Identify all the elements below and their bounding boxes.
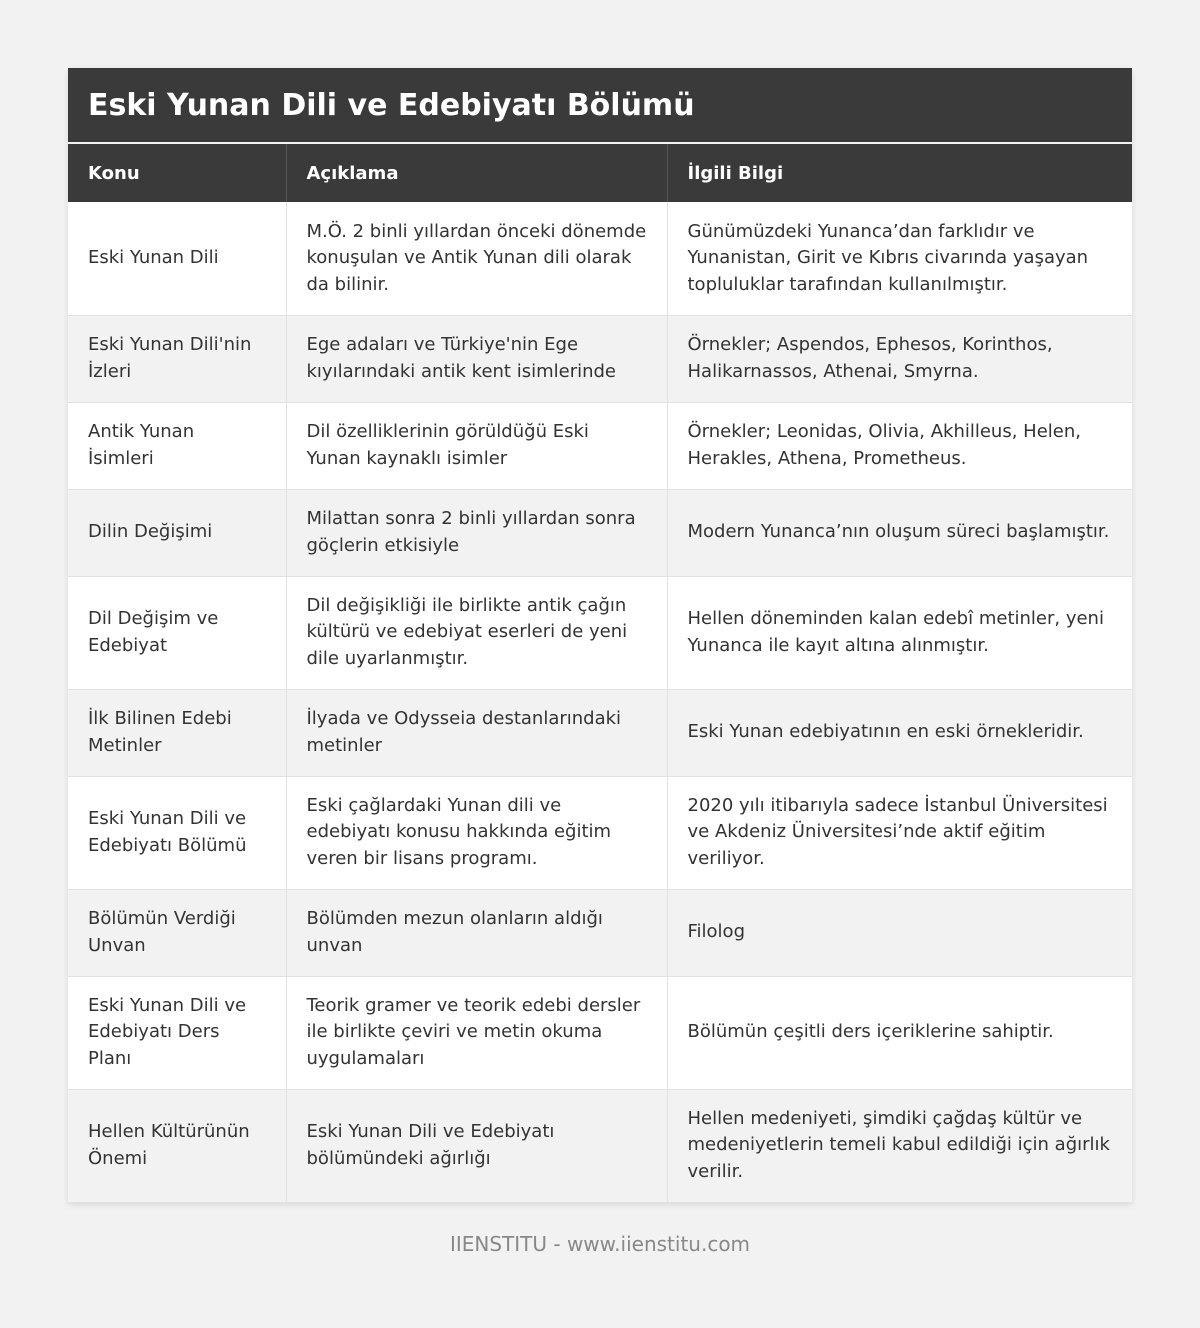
- cell-bilgi: Hellen medeniyeti, şimdiki çağdaş kültür ve medeniyetlerin temeli kabul edildiği için ağırlık verilir.: [667, 1089, 1132, 1202]
- table-card: [68, 68, 1132, 1203]
- table-row: [68, 889, 1132, 976]
- cell-konu: İlk Bilinen Edebi Metinler: [68, 689, 286, 776]
- footer-credit: IIENSTITU - www.iienstitu.com: [449, 1232, 751, 1256]
- cell-aciklama: Ege adaları ve Türkiye'nin Ege kıyılarındaki antik kent isimlerinde: [286, 315, 667, 402]
- table-row: [68, 402, 1132, 489]
- table-row: [68, 776, 1132, 889]
- cell-bilgi: 2020 yılı itibarıyla sadece İstanbul Üniversitesi ve Akdeniz Üniversitesi’nde aktif eğitim veriliyor.: [667, 776, 1132, 889]
- cell-aciklama: Bölümden mezun olanların aldığı unvan: [286, 889, 667, 976]
- cell-aciklama: Dil özelliklerinin görüldüğü Eski Yunan kaynaklı isimler: [286, 402, 667, 489]
- table-row: [68, 576, 1132, 689]
- table-row: [68, 976, 1132, 1089]
- table-row: [68, 315, 1132, 402]
- cell-bilgi: Bölümün çeşitli ders içeriklerine sahiptir.: [667, 976, 1132, 1089]
- cell-bilgi: Örnekler; Leonidas, Olivia, Akhilleus, Helen, Herakles, Athena, Prometheus.: [667, 402, 1132, 489]
- cell-aciklama: M.Ö. 2 binli yıllardan önceki dönemde konuşulan ve Antik Yunan dili olarak da bilinir.: [286, 202, 667, 315]
- cell-konu: Bölümün Verdiği Unvan: [68, 889, 286, 976]
- cell-konu: Eski Yunan Dili ve Edebiyatı Bölümü: [68, 776, 286, 889]
- cell-aciklama: Eski çağlardaki Yunan dili ve edebiyatı konusu hakkında eğitim veren bir lisans programı.: [286, 776, 667, 889]
- cell-aciklama: Teorik gramer ve teorik edebi dersler ile birlikte çeviri ve metin okuma uygulamaları: [286, 976, 667, 1089]
- cell-bilgi: Hellen döneminden kalan edebî metinler, yeni Yunanca ile kayıt altına alınmıştır.: [667, 576, 1132, 689]
- cell-konu: Hellen Kültürünün Önemi: [68, 1089, 286, 1202]
- cell-aciklama: İlyada ve Odysseia destanlarındaki metinler: [286, 689, 667, 776]
- cell-konu: Eski Yunan Dili: [68, 202, 286, 315]
- cell-konu: Antik Yunan İsimleri: [68, 402, 286, 489]
- table-title: Eski Yunan Dili ve Edebiyatı Bölümü: [68, 68, 1132, 144]
- column-header-konu: Konu: [68, 144, 286, 202]
- cell-aciklama: Eski Yunan Dili ve Edebiyatı bölümündeki ağırlığı: [286, 1089, 667, 1202]
- table-row: [68, 689, 1132, 776]
- table-row: [68, 489, 1132, 576]
- column-header-aciklama: Açıklama: [286, 144, 667, 202]
- cell-konu: Dilin Değişimi: [68, 489, 286, 576]
- cell-konu: Eski Yunan Dili ve Edebiyatı Ders Planı: [68, 976, 286, 1089]
- info-table: [68, 144, 1132, 1203]
- cell-konu: Eski Yunan Dili'nin İzleri: [68, 315, 286, 402]
- column-header-ilgili-bilgi: İlgili Bilgi: [667, 144, 1132, 202]
- cell-aciklama: Milattan sonra 2 binli yıllardan sonra göçlerin etkisiyle: [286, 489, 667, 576]
- cell-bilgi: Günümüzdeki Yunanca’dan farklıdır ve Yunanistan, Girit ve Kıbrıs civarında yaşayan topluluklar tarafından kullanılmıştır.: [667, 202, 1132, 315]
- cell-bilgi: Filolog: [667, 889, 1132, 976]
- table-row: [68, 202, 1132, 315]
- cell-konu: Dil Değişim ve Edebiyat: [68, 576, 286, 689]
- table-row: [68, 1089, 1132, 1202]
- cell-aciklama: Dil değişikliği ile birlikte antik çağın kültürü ve edebiyat eserleri de yeni dile uyarlanmıştır.: [286, 576, 667, 689]
- cell-bilgi: Eski Yunan edebiyatının en eski örnekleridir.: [667, 689, 1132, 776]
- cell-bilgi: Modern Yunanca’nın oluşum süreci başlamıştır.: [667, 489, 1132, 576]
- header-row: [68, 144, 1132, 202]
- cell-bilgi: Örnekler; Aspendos, Ephesos, Korinthos, Halikarnassos, Athenai, Smyrna.: [667, 315, 1132, 402]
